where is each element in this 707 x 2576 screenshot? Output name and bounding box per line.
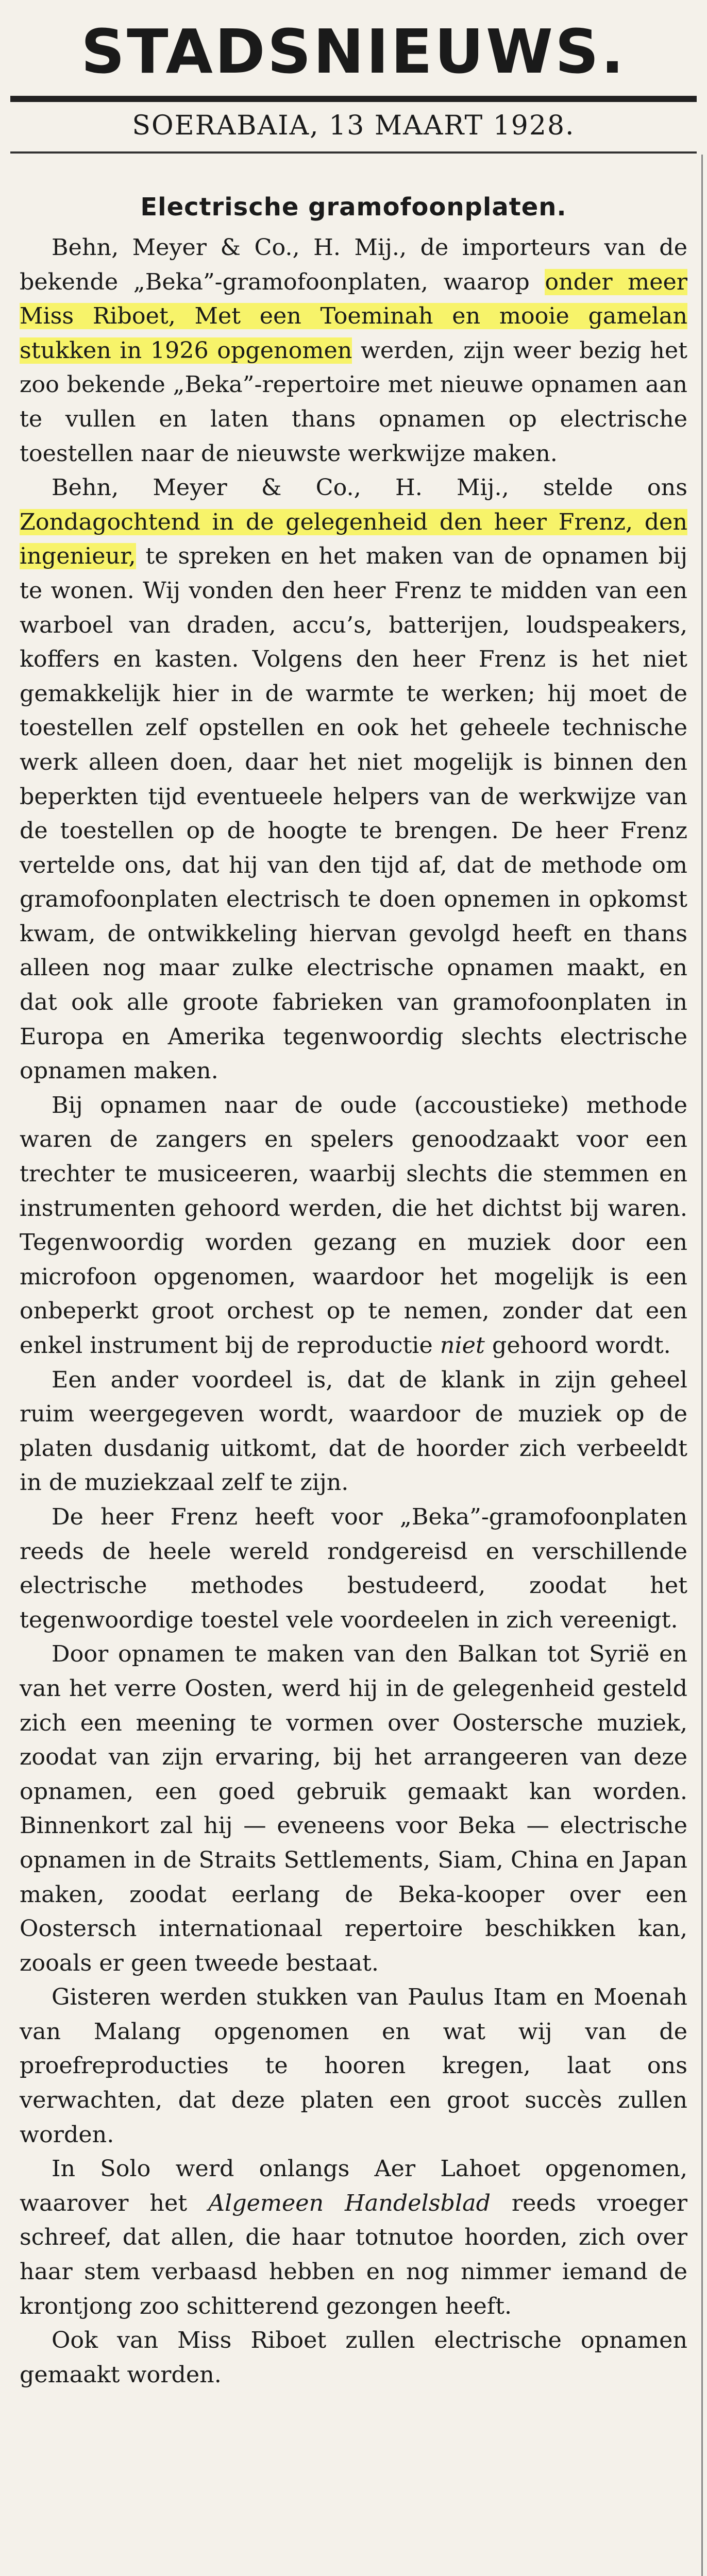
paragraph-3 [20, 1089, 687, 1363]
paragraph-3-end: gehoord wordt. [492, 1332, 671, 1359]
paragraph-2 [20, 471, 687, 1089]
emphasis-niet: niet [440, 1332, 485, 1359]
paragraph-6: Door opnamen te maken van den Balkan tot Syrië en van het verre Oosten, werd hij in de gelegenheid gesteld zich een meening te vormen over Oostersche muziek, zoodat van zijn ervaring, bij het arrangeeren van deze opnamen, een goed gebruik gemaakt kan worden. Binnenkort zal hij — eveneens voor Beka — electrische opnamen in de Straits Settlements, Siam, China en Japan maken, zoodat eerlang de Beka-kooper over een Oostersch internationaal repertoire beschikken kan, zooals er geen tweede bestaat. [20, 1641, 687, 1976]
paragraph-8-end: reeds vroeger schreef, dat allen, die haar totnutoe hoorden, zich over haar stem verbaasd hebben en nog nimmer iemand de krontjong zoo schitterend gezongen heeft. [20, 2190, 687, 2319]
paragraph-5: De heer Frenz heeft voor „Beka”-gramofoonplaten reeds de heele wereld rondgereisd en verschillende electrische methodes bestudeerd, zoodat het tegenwoordige toestel vele voordeelen in zich vereenigt. [20, 1503, 687, 1633]
paragraph-9: Ook van Miss Riboet zullen electrische opnamen gemaakt worden. [20, 2327, 687, 2388]
newspaper-name: Algemeen Handelsblad [208, 2190, 491, 2216]
article [20, 191, 687, 2392]
dateline: SOERABAIA, 13 MAART 1928. [132, 110, 575, 141]
dateline-rule [10, 151, 697, 154]
paragraph-7: Gisteren werden stukken van Paulus Itam en Moenah van Malang opgenomen en wat wij van de proefreproducties te hooren kregen, laat ons verwachten, dat deze platen een groot succès zullen worden. [20, 1984, 687, 2148]
section-title: STADSNIEUWS. [81, 16, 626, 87]
paragraph-1-start: Behn, Meyer & Co., H. Mij., de importeurs van de bekende „Beka”-gramofoonplaten, waarop [20, 234, 687, 295]
column-rule [701, 155, 703, 2576]
masthead [10, 10, 697, 154]
paragraph-4: Een ander voordeel is, dat de klank in zijn geheel ruim weergegeven wordt, waardoor de muziek op de platen dusdanig uitkomt, dat de hoorder zich verbeeldt in de muziekzaal zelf te zijn. [20, 1366, 687, 1496]
paragraph-2-end: te spreken en het maken van de opnamen bij te wonen. Wij vonden den heer Frenz te midden van een warboel van draden, accu’s, batterijen, loudspeakers, koffers en kasten. Volgens den heer Frenz is het niet gemakkelijk hier in de warmte te werken; hij moet de toestellen zelf opstellen en ook het geheele technische werk alleen doen, daar het niet mogelijk is binnen den beperkten tijd eventueele helpers van de werkwijze van de toestellen op de hoogte te brengen. De heer Frenz vertelde ons, dat hij van den tijd af, dat de methode om gramofoonplaten electrisch te doen opnemen in opkomst kwam, de ontwikkeling hiervan gevolgd heeft en thans alleen nog maar zulke electrische opnamen maakt, en dat ook alle groote fabrieken van gramofoonplaten in Europa en Amerika tegenwoordig slechts electrische opnamen maken. [20, 543, 687, 1084]
highlighted-text-2: Zondagochtend in de gelegenheid den heer Frenz, den ingenieur, [20, 509, 687, 570]
paragraph-1 [20, 231, 687, 471]
paragraph-8 [20, 2152, 687, 2324]
article-title: Electrische gramofoonplaten. [140, 193, 567, 222]
paragraph-2-start: Behn, Meyer & Co., H. Mij., stelde ons [52, 474, 687, 501]
paragraph-8-start: In Solo werd onlangs Aer Lahoet opgenomen, waarover het [20, 2156, 687, 2216]
highlighted-text-1: onder meer Miss Riboet, Met een Toeminah en mooie gamelan stukken in 1926 opgenomen [20, 268, 688, 364]
paragraph-3-text: Bij opnamen naar de oude (accoustieke) methode waren de zangers en spelers genoodzaakt voor een trechter te musiceeren, waarbij slechts die stemmen en instrumenten gehoord werden, die het dichtst bij waren. Tegenwoordig worden gezang en muziek door een microfoon opgenomen, waardoor het mogelijk is een onbeperkt groot orchest op te nemen, zonder dat een enkel instrument bij de reproductie [20, 1092, 687, 1359]
masthead-rule [10, 96, 697, 102]
paragraph-1-end: werden, zijn weer bezig het zoo bekende „Beka”-repertoire met nieuwe opnamen aan te vullen en laten thans opnamen op electrische toestellen naar de nieuwste werkwijze maken. [20, 337, 687, 467]
